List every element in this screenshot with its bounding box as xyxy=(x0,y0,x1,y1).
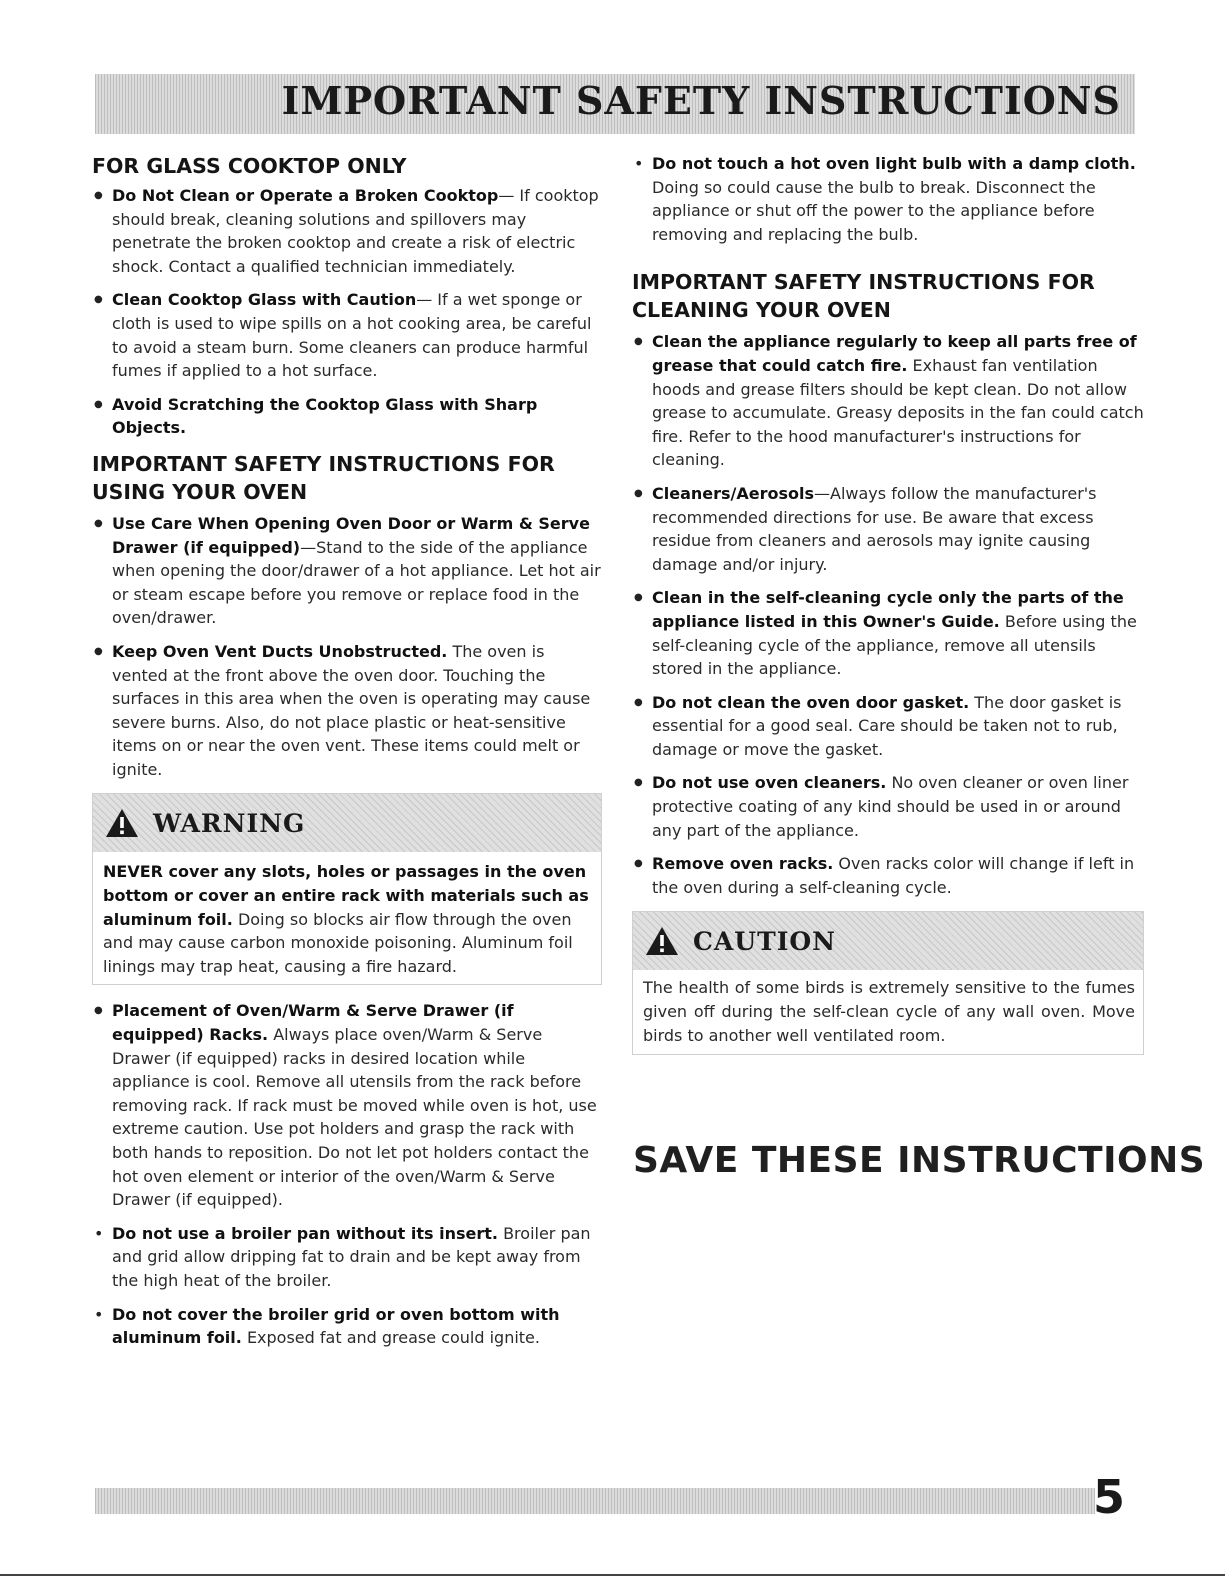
warning-header xyxy=(93,794,601,852)
bullet-lead: Do not cover the broiler grid or oven bottom with aluminum foil. xyxy=(112,1304,560,1348)
bullet-lead: Do Not Clean or Operate a Broken Cooktop xyxy=(112,186,499,205)
list-item xyxy=(92,512,602,630)
warning-lead: NEVER cover any slots, holes or passages in the oven bottom or cover an entire rack with materials such as aluminum foil. xyxy=(103,862,589,929)
cleaning-oven-heading: IMPORTANT SAFETY INSTRUCTIONS FOR CLEANING YOUR OVEN xyxy=(632,270,1095,323)
page-number: 5 xyxy=(1093,1470,1126,1524)
list-item xyxy=(632,482,1144,576)
bullet-text: —Stand to the side of the appliance when opening the door/drawer of a hot appliance. Let hot air or steam escape before you remove or replace food in the oven/drawer. xyxy=(112,537,601,628)
bullet-text: — If a wet sponge or cloth is used to wipe spills on a hot cooking area, be careful to avoid a steam burn. Some cleaners can produce harmful fumes if applied to a hot surface. xyxy=(112,290,592,381)
list-item xyxy=(92,184,602,278)
bullet-lead: Keep Oven Vent Ducts Unobstructed. xyxy=(112,641,448,661)
footer-bar xyxy=(95,1488,1095,1514)
list-item xyxy=(92,288,602,382)
list-item xyxy=(92,393,602,440)
list-item xyxy=(632,771,1144,842)
title-banner xyxy=(95,74,1135,134)
bullet-lead: Clean in the self-cleaning cycle only the parts of the appliance listed in this Owner's Guide. xyxy=(652,588,1124,631)
bullet-text: Exhaust fan ventilation hoods and grease filters should be kept clean. Do not allow grease to accumulate. Greasy deposits in the fan could catch fire. Refer to the hood manufacturer's instructions for cleaning. xyxy=(652,355,1144,470)
bullet-lead: Avoid Scratching the Cooktop Glass with Sharp Objects. xyxy=(112,394,538,438)
bottom-rule xyxy=(0,1574,1225,1576)
list-item xyxy=(92,1303,602,1350)
warning-text xyxy=(93,852,601,984)
list-item xyxy=(632,691,1144,762)
bullet-text: The door gasket is essential for a good seal. Care should be taken not to rub, damage or move the gasket. xyxy=(652,692,1122,759)
bullet-lead: Clean the appliance regularly to keep all parts free of grease that could catch fire. xyxy=(652,332,1137,375)
bullet-text: Doing so could cause the bulb to break. Disconnect the appliance or shut off the power to the appliance before removing and replacing the bulb. xyxy=(652,177,1096,244)
bullet-text: Always place oven/Warm & Serve Drawer (if equipped) racks in desired location while appliance is cool. Remove all utensils from the rack before removing rack. If rack must be moved while oven is hot, use extreme caution. Use pot holders and grasp the rack with both hands to reposition. Do not let pot holders contact the hot oven element or interior of the oven/Warm & Serve Drawer (if equipped). xyxy=(112,1025,597,1210)
list-item xyxy=(632,152,1144,246)
warning-box xyxy=(92,793,602,985)
caution-header xyxy=(633,912,1143,970)
bullet-lead: Remove oven racks. xyxy=(652,854,834,874)
bullet-lead: Use Care When Opening Oven Door or Warm & Serve Drawer (if equipped) xyxy=(112,513,590,557)
bullet-lead: Do not clean the oven door gasket. xyxy=(652,692,970,712)
using-oven-heading: IMPORTANT SAFETY INSTRUCTIONS FOR USING YOUR OVEN xyxy=(92,451,555,504)
bullet-lead: Do not use oven cleaners. xyxy=(652,773,887,793)
list-item xyxy=(92,640,602,782)
bullet-lead: Do not touch a hot oven light bulb with a damp cloth. xyxy=(652,154,1136,173)
warning-triangle-icon xyxy=(645,926,679,956)
bullet-text: Oven racks color will change if left in the oven during a self-cleaning cycle. xyxy=(652,854,1135,897)
glass-cooktop-heading: FOR GLASS COOKTOP ONLY xyxy=(92,154,407,178)
bullet-lead: Cleaners/Aerosols xyxy=(652,483,815,503)
caution-title: CAUTION xyxy=(693,926,837,956)
page-title: IMPORTANT SAFETY INSTRUCTIONS xyxy=(281,78,1121,123)
save-instructions-text: SAVE THESE INSTRUCTIONS xyxy=(633,1140,1206,1181)
bullet-text: Before using the self-cleaning cycle of the appliance, remove all utensils stored in the appliance. xyxy=(652,611,1137,679)
list-item xyxy=(632,852,1144,899)
bullet-lead: Placement of Oven/Warm & Serve Drawer (if equipped) Racks. xyxy=(112,1001,514,1045)
bullet-text: —Always follow the manufacturer's recommended directions for use. Be aware that excess residue from cleaners and aerosols may ignite causing damage and/or injury. xyxy=(652,483,1097,574)
bullet-text: The oven is vented at the front above the oven door. Touching the surfaces in this area when the oven is operating may cause severe burns. Also, do not place plastic or heat-sensitive items on or near the oven vent. These items could melt or ignite. xyxy=(112,641,591,779)
warning-triangle-icon xyxy=(105,808,139,838)
bullet-lead: Clean Cooktop Glass with Caution xyxy=(112,290,417,310)
right-column xyxy=(632,152,1144,1069)
bullet-text: Exposed fat and grease could ignite. xyxy=(241,1328,540,1348)
left-column xyxy=(92,152,602,1360)
warning-title: WARNING xyxy=(153,808,306,838)
bullet-text: No oven cleaner or oven liner protective coating of any kind should be used in or around any part of the appliance. xyxy=(652,773,1129,840)
list-item xyxy=(632,586,1144,680)
list-item xyxy=(92,999,602,1211)
bullet-text: — If cooktop should break, cleaning solutions and spillovers may penetrate the broken cooktop and create a risk of electric shock. Contact a qualified technician immediately. xyxy=(112,186,599,276)
list-item xyxy=(632,330,1144,472)
bullet-lead: Do not use a broiler pan without its insert. xyxy=(112,1223,498,1243)
caution-box xyxy=(632,911,1144,1055)
warning-body-text: Doing so blocks air flow through the oven and may cause carbon monoxide poisoning. Aluminum foil linings may trap heat, causing a fire hazard. xyxy=(103,909,573,976)
list-item xyxy=(92,1222,602,1293)
caution-text: The health of some birds is extremely sensitive to the fumes given off during the self-clean cycle of any wall oven. Move birds to another well ventilated room. xyxy=(643,978,1135,1046)
bullet-text: Broiler pan and grid allow dripping fat to drain and be kept away from the high heat of the broiler. xyxy=(112,1223,591,1290)
